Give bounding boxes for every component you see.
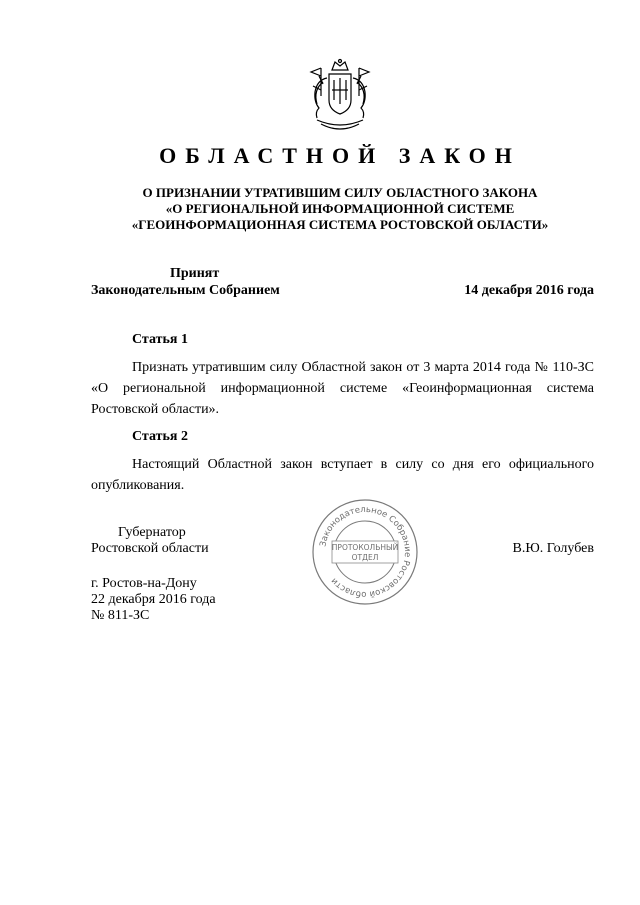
number-line: № 811-ЗС: [91, 608, 150, 623]
law-title: ОБЛАСТНОЙ ЗАКОН: [159, 143, 521, 168]
adopted-date: 14 декабря 2016 года: [464, 283, 594, 298]
signatory-name: В.Ю. Голубев: [512, 541, 594, 556]
article-1-heading: Статья 1: [132, 332, 188, 347]
city-line: г. Ростов-на-Дону: [91, 576, 197, 591]
adopted-label: Принят: [170, 266, 220, 281]
signatory-region: Ростовской области: [91, 541, 209, 556]
rostov-oblast-coat-of-arms-icon: [305, 56, 375, 136]
stamp-inner-text-line2: ОТДЕЛ: [351, 553, 379, 562]
signatory-title: Губернатор: [118, 525, 186, 540]
place-date-number: [91, 576, 216, 624]
article-1-text: Признать утратившим силу Областной закон от 3 марта 2014 года № 110-ЗС «О региональной информационной системе «Геоинформационная система Ростовской области».: [91, 360, 594, 417]
article-2-heading: Статья 2: [132, 429, 188, 444]
subtitle-line: «ГЕОИНФОРМАЦИОННАЯ СИСТЕМА РОСТОВСКОЙ ОБЛАСТИ»: [131, 217, 549, 232]
subtitle-line: «О РЕГИОНАЛЬНОЙ ИНФОРМАЦИОННОЙ СИСТЕМЕ: [165, 201, 515, 216]
date-line: 22 декабря 2016 года: [91, 592, 216, 607]
article-2-text: Настоящий Областной закон вступает в силу со дня его официального опубликования.: [91, 457, 594, 493]
subtitle-line: О ПРИЗНАНИИ УТРАТИВШИМ СИЛУ ОБЛАСТНОГО ЗАКОНА: [142, 185, 538, 200]
stamp-inner-text-line1: ПРОТОКОЛЬНЫЙ: [331, 543, 399, 552]
stamp-outer-text: Законодательное Собрание Ростовской области: [318, 504, 413, 600]
official-stamp: [310, 497, 420, 607]
adopted-by: Законодательным Собранием: [91, 283, 280, 298]
law-subtitle: [120, 185, 560, 233]
